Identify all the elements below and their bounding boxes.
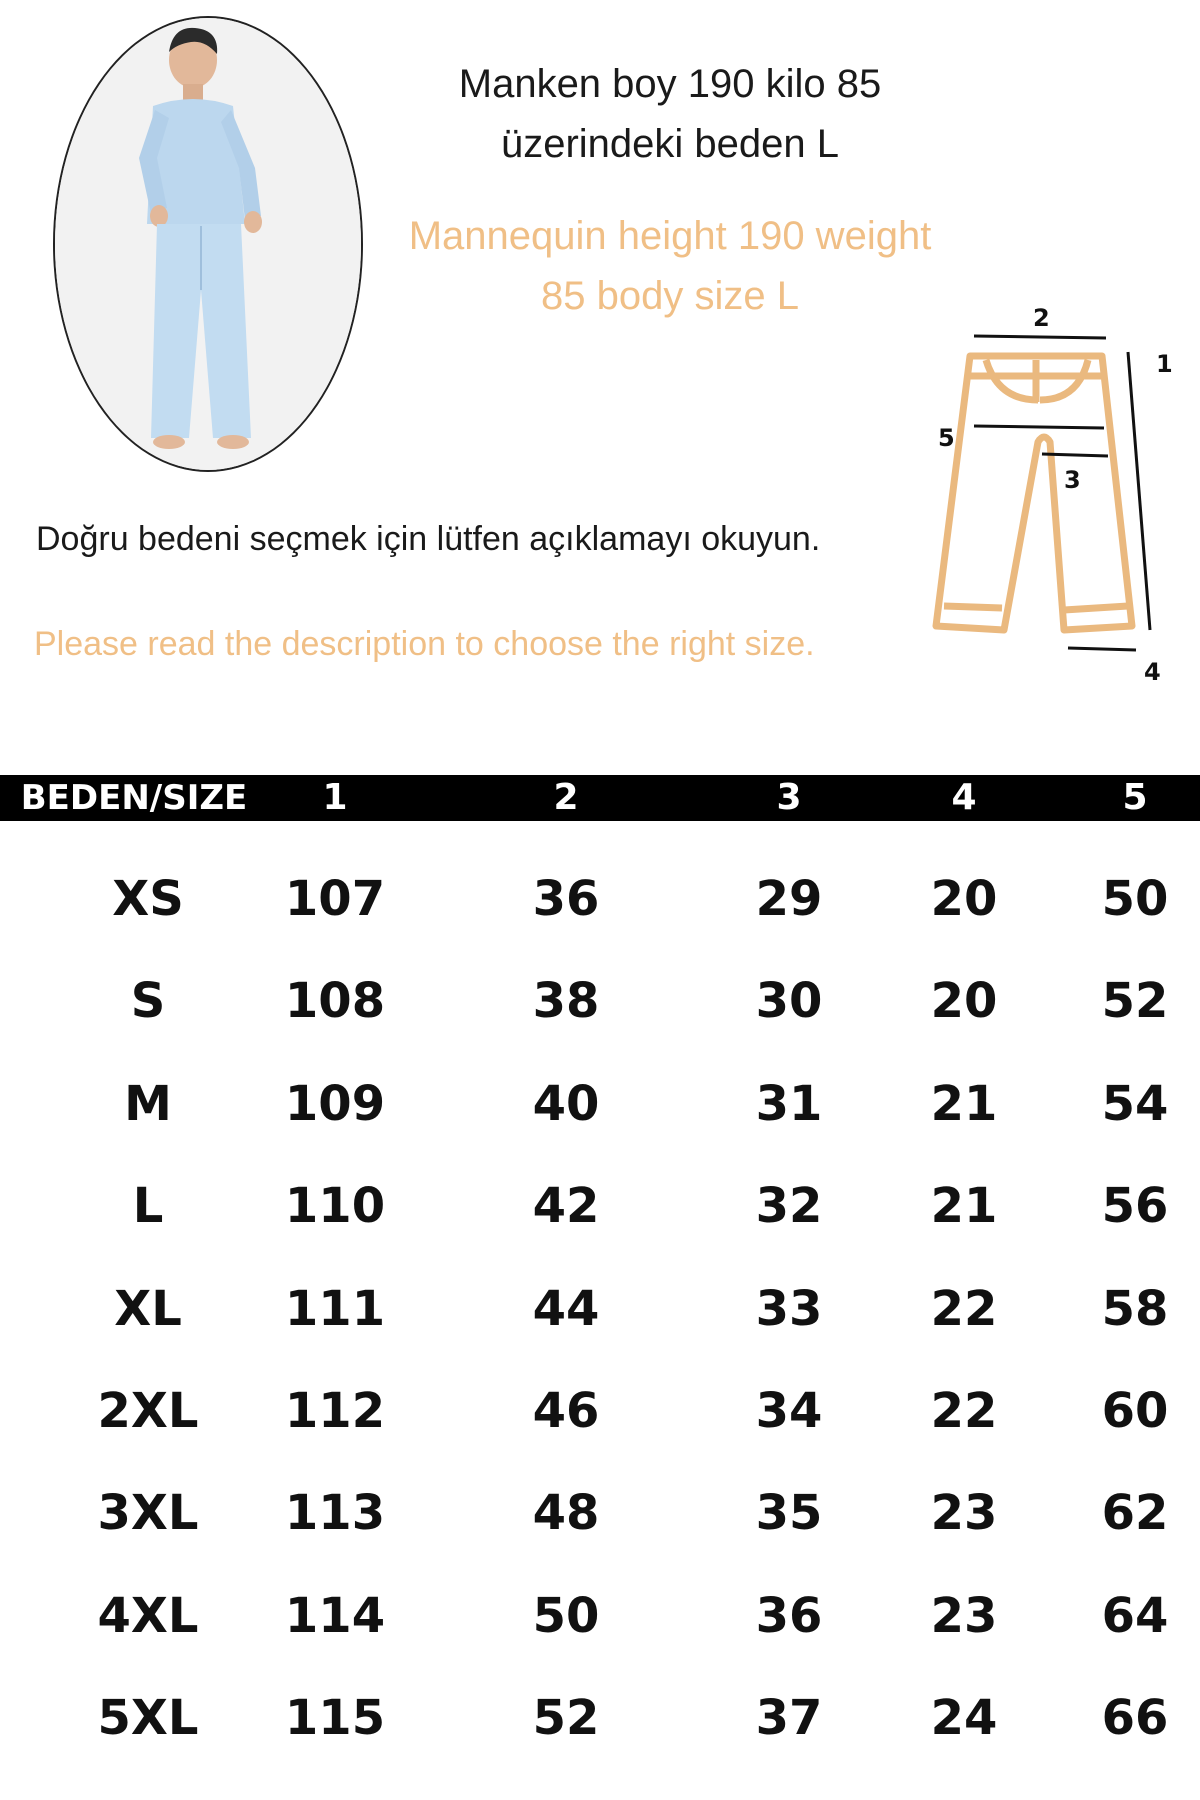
- size-name-cell: L: [132, 1178, 164, 1234]
- measurement-cell: 52: [1101, 973, 1169, 1029]
- measurement-cell: 52: [532, 1690, 600, 1746]
- measurement-cell: 29: [755, 871, 823, 927]
- model-info-tr-line1: Manken boy 190 kilo 85: [458, 62, 882, 106]
- hip-width-line: [974, 426, 1104, 428]
- measurement-cell: 66: [1101, 1690, 1169, 1746]
- measurement-cell: 56: [1101, 1178, 1169, 1234]
- size-name-cell: 5XL: [97, 1690, 199, 1746]
- measurement-cell: 109: [284, 1076, 386, 1132]
- size-name-cell: XS: [112, 871, 184, 927]
- table-row: [0, 1155, 1200, 1257]
- measurement-cell: 44: [532, 1281, 600, 1337]
- size-name-cell: S: [130, 973, 166, 1029]
- measurement-cell: 108: [284, 973, 386, 1029]
- measurement-cell: 110: [284, 1178, 386, 1234]
- measurement-cell: 50: [1101, 871, 1169, 927]
- measurement-cell: 114: [284, 1588, 386, 1644]
- measurement-cell: 113: [284, 1485, 386, 1541]
- measurement-cell: 35: [755, 1485, 823, 1541]
- measurement-cell: 54: [1101, 1076, 1169, 1132]
- model-info-en-line2: 85 body size L: [541, 274, 799, 318]
- header-size-label: BEDEN/SIZE: [20, 778, 248, 818]
- table-row: [0, 1667, 1200, 1769]
- header-col-5: 5: [1122, 777, 1148, 818]
- table-row: [0, 848, 1200, 950]
- header-col-3: 3: [776, 777, 802, 818]
- measurement-cell: 60: [1101, 1383, 1169, 1439]
- measurement-cell: 58: [1101, 1281, 1169, 1337]
- header-col-2: 2: [553, 777, 579, 818]
- measurement-cell: 107: [284, 871, 386, 927]
- measurement-cell: 24: [930, 1690, 998, 1746]
- table-row: [0, 1258, 1200, 1360]
- size-table-header: [0, 775, 1200, 821]
- table-row: [0, 1360, 1200, 1462]
- size-name-cell: 4XL: [97, 1588, 199, 1644]
- header-col-4: 4: [951, 777, 977, 818]
- size-note-turkish: Doğru bedeni seçmek için lütfen açıklamayı okuyun.: [36, 520, 821, 558]
- measurement-cell: 50: [532, 1588, 600, 1644]
- model-info-english: [360, 206, 980, 326]
- measurement-cell: 21: [930, 1076, 998, 1132]
- measurement-cell: 21: [930, 1178, 998, 1234]
- inseam-line: [1042, 454, 1108, 456]
- model-photo: [53, 16, 363, 472]
- measurement-cell: 48: [532, 1485, 600, 1541]
- table-row: [0, 1462, 1200, 1564]
- model-info-en-line1: Mannequin height 190 weight: [408, 214, 932, 258]
- measurement-cell: 38: [532, 973, 600, 1029]
- measurement-cell: 36: [532, 871, 600, 927]
- measurement-cell: 22: [930, 1383, 998, 1439]
- header-col-1: 1: [322, 777, 348, 818]
- table-row: [0, 1053, 1200, 1155]
- model-info-tr-line2: üzerindeki beden L: [500, 122, 840, 166]
- size-name-cell: M: [124, 1076, 172, 1132]
- diagram-label-3: 3: [1064, 466, 1081, 494]
- measurement-cell: 30: [755, 973, 823, 1029]
- model-illustration: [55, 18, 361, 470]
- table-row: [0, 1565, 1200, 1667]
- measurement-cell: 64: [1101, 1588, 1169, 1644]
- measurement-cell: 111: [284, 1281, 386, 1337]
- measurement-cell: 42: [532, 1178, 600, 1234]
- measurement-cell: 32: [755, 1178, 823, 1234]
- size-name-cell: 2XL: [97, 1383, 199, 1439]
- measurement-cell: 115: [284, 1690, 386, 1746]
- diagram-label-2: 2: [1033, 304, 1050, 332]
- measurement-cell: 46: [532, 1383, 600, 1439]
- measurement-cell: 62: [1101, 1485, 1169, 1541]
- measurement-cell: 20: [930, 973, 998, 1029]
- pants-diagram-svg: [930, 290, 1173, 700]
- model-info-turkish: [390, 54, 950, 174]
- size-note-english: Please read the description to choose the right size.: [34, 625, 815, 663]
- measurement-cell: 20: [930, 871, 998, 927]
- diagram-label-1: 1: [1156, 350, 1173, 378]
- measurement-cell: 33: [755, 1281, 823, 1337]
- pants-measurement-diagram: [930, 290, 1173, 700]
- diagram-label-5: 5: [938, 424, 955, 452]
- measurement-cell: 112: [284, 1383, 386, 1439]
- measurement-cell: 22: [930, 1281, 998, 1337]
- table-row: [0, 950, 1200, 1052]
- measurement-cell: 34: [755, 1383, 823, 1439]
- waist-width-line: [974, 336, 1106, 338]
- measurement-cell: 36: [755, 1588, 823, 1644]
- size-name-cell: 3XL: [97, 1485, 199, 1541]
- measurement-cell: 31: [755, 1076, 823, 1132]
- hem-width-line: [1068, 648, 1136, 650]
- measurement-cell: 40: [532, 1076, 600, 1132]
- measurement-cell: 23: [930, 1588, 998, 1644]
- pants-outline-icon: [936, 356, 1132, 630]
- size-name-cell: XL: [114, 1281, 182, 1337]
- diagram-label-4: 4: [1144, 658, 1161, 686]
- measurement-cell: 37: [755, 1690, 823, 1746]
- measurement-cell: 23: [930, 1485, 998, 1541]
